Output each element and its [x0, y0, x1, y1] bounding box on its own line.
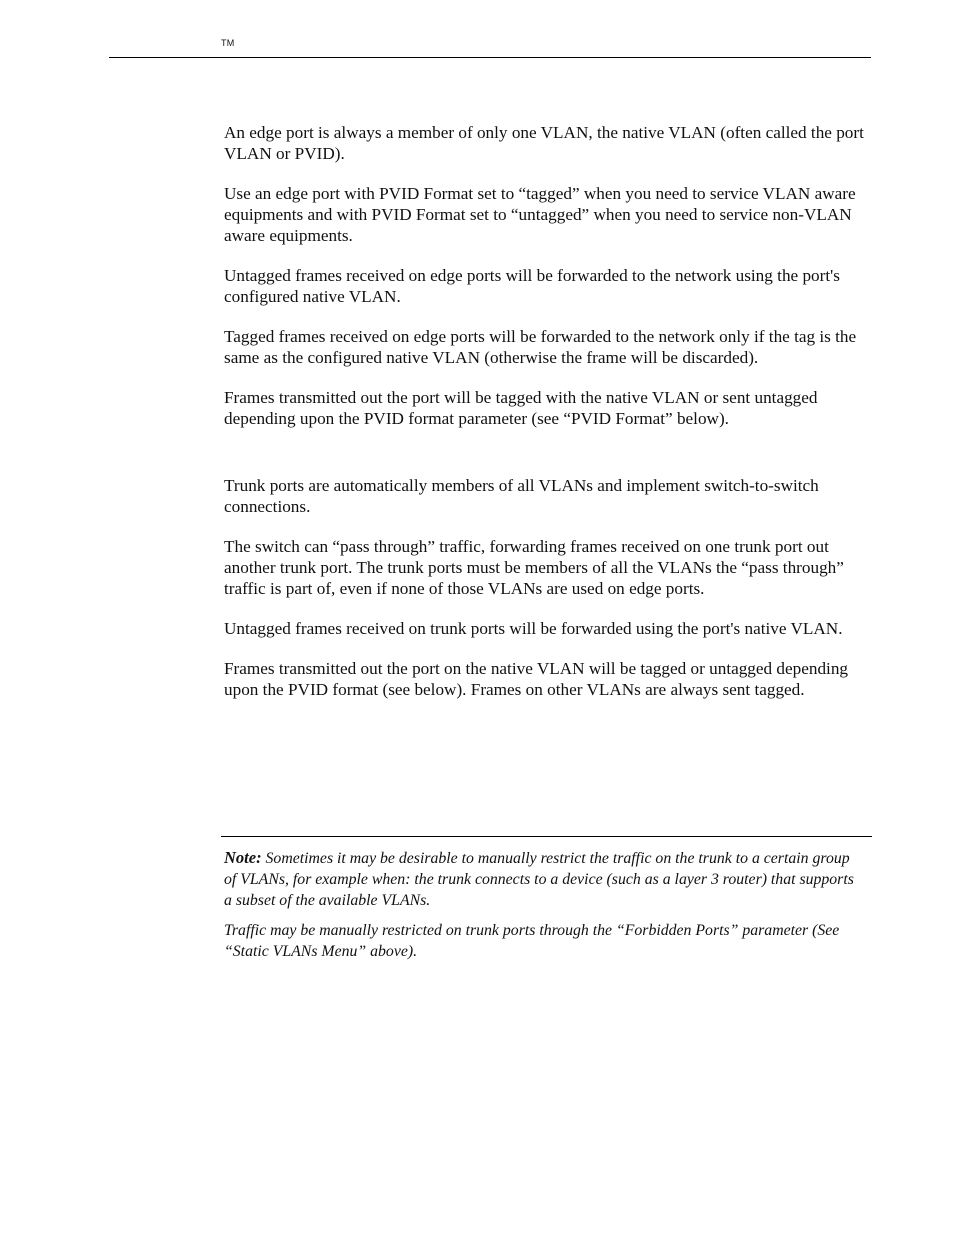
trademark-symbol: TM [221, 38, 235, 48]
note-paragraph-2: Traffic may be manually restricted on trunk ports through the “Forbidden Ports” parameter (See “Static VLANs Menu” above). [224, 922, 840, 960]
note-paragraph-1 [221, 847, 864, 911]
edge-paragraph-4: Tagged frames received on edge ports will be forwarded to the network only if the tag is the same as the configured native VLAN (otherwise the frame will be discarded). [224, 327, 857, 367]
note-label: Note: [224, 848, 262, 867]
header-divider [109, 57, 871, 58]
trunk-paragraph-2: The switch can “pass through” traffic, forwarding frames received on one trunk port out another trunk port. The trunk ports must be members of all the VLANs the “pass through” traffic is part of, even if none of those VLANs are used on edge ports. [224, 537, 844, 598]
edge-paragraph-3: Untagged frames received on edge ports will be forwarded to the network using the port's configured native VLAN. [224, 266, 840, 306]
note-box [221, 836, 872, 962]
main-content [224, 122, 872, 700]
edge-paragraph-1: An edge port is always a member of only one VLAN, the native VLAN (often called the port VLAN or PVID). [224, 123, 864, 163]
trunk-paragraph-4: Frames transmitted out the port on the native VLAN will be tagged or untagged depending upon the PVID format (see below). Frames on other VLANs are always sent tagged. [224, 659, 849, 699]
note-text: Sometimes it may be desirable to manually restrict the traffic on the trunk to a certain group of VLANs, for example when: the trunk connects to a device (such as a layer 3 router) that supports a subset of the available VLANs. [224, 850, 854, 909]
edge-paragraph-5: Frames transmitted out the port will be tagged with the native VLAN or sent untagged depending upon the PVID format parameter (see “PVID Format” below). [224, 388, 818, 428]
page-header [0, 0, 954, 58]
trunk-paragraph-1: Trunk ports are automatically members of all VLANs and implement switch-to-switch connections. [224, 476, 819, 516]
edge-paragraph-2: Use an edge port with PVID Format set to “tagged” when you need to service VLAN aware equipments and with PVID Format set to “untagged” when you need to service non-VLAN aware equipments. [224, 184, 856, 245]
section-spacer [224, 429, 872, 475]
trunk-paragraph-3: Untagged frames received on trunk ports will be forwarded using the port's native VLAN. [224, 619, 843, 638]
